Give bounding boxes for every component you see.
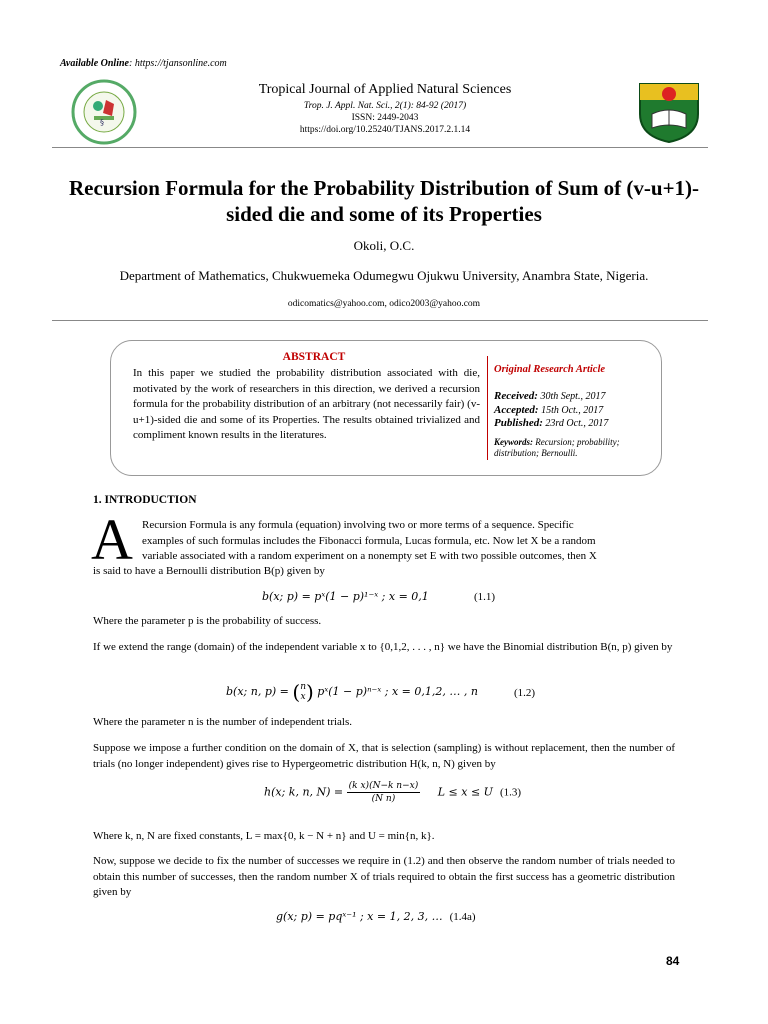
abstract-text: In this paper we studied the probability distribution associated with die, motivated by the work of researchers in this direction, we derived a recursion formula for the probability distribution of an arbitrary (not necessarily fair) (v-u+1)-sided die and some of its Properties. The results obtained trivialized and compliment known results in the literatures.	[133, 367, 480, 441]
keywords-text: Recursion; probability; distribution; Bernoulli.	[494, 437, 620, 458]
equation-1-4a	[276, 910, 476, 923]
equation-1-1	[262, 590, 429, 603]
equation-1-3-left: h(x; k, n, N) =	[264, 785, 344, 799]
section-heading: 1. INTRODUCTION	[93, 494, 197, 506]
equation-1-2: b(x; n, p) = (n x) pˣ(1 − p)ⁿ⁻ˣ ; x = 0,1,2, … , n	[226, 680, 478, 704]
article-type: Original Research Article	[494, 364, 606, 375]
equation-1-3-number: (1.3)	[499, 786, 522, 799]
equation-1-1-number: (1.1)	[474, 591, 496, 603]
university-crest-logo	[632, 80, 706, 144]
keywords	[494, 437, 654, 459]
intro-line-1: Recursion Formula is any formula (equation) involving two or more terms of a sequence. Specific	[142, 519, 574, 531]
author: Okoli, O.C.	[353, 238, 415, 253]
doi-link[interactable]: https://doi.org/10.25240/TJANS.2017.2.1.14	[299, 125, 471, 135]
svg-text:§: §	[100, 118, 104, 127]
journal-seal-logo	[60, 78, 148, 146]
header-divider	[52, 147, 708, 148]
equation-1-3-right: L ≤ x ≤ U	[437, 785, 493, 799]
intro-line-2: examples of such formulas includes the Fibonacci formula, Lucas formula, etc. Now let X be a random	[142, 534, 596, 547]
page-number: 84	[666, 954, 680, 968]
published-label: Published:	[494, 417, 543, 429]
accepted-date: 15th Oct., 2017	[541, 404, 604, 416]
intro-paragraph-lines	[142, 518, 675, 565]
citation: Trop. J. Appl. Nat. Sci., 2(1): 84-92 (2017)	[303, 101, 467, 111]
equation-1-1-body: b(x; p) = pˣ(1 − p)¹⁻ˣ ; x = 0,1	[262, 590, 429, 603]
equation-1-2-left: b(x; n, p) =	[226, 685, 289, 698]
intro-line-3: variable associated with a random experiment on a nonempty set E with two possible outcomes, then X	[142, 550, 597, 562]
paper-title: Recursion Formula for the Probability Distribution of Sum of (v-u+1)-sided die and some of its Properties	[68, 176, 700, 226]
received-label: Received:	[494, 390, 538, 402]
drop-cap: A	[91, 507, 133, 572]
article-dates	[494, 390, 608, 431]
hypergeometric-fraction: $\frac{\text{(k x)(N−k n−x)}}{\text{(N n)}}$	[348, 781, 419, 804]
published-date: 23rd Oct., 2017	[545, 418, 609, 429]
equation-1-2-number: (1.2)	[514, 687, 536, 699]
paragraph-4: Where the parameter n is the number of independent trials.	[93, 716, 353, 728]
available-online	[60, 58, 227, 69]
received-date: 30th Sept., 2017	[540, 391, 606, 402]
intro-paragraph-tail: is said to have a Bernoulli distribution B(p) given by	[93, 565, 325, 577]
title-divider	[52, 320, 708, 321]
paragraph-5: Suppose we impose a further condition on the domain of X, that is selection (sampling) is without replacement, then the number of trials (no longer independent) gives rise to Hypergeometric distribution H(k, n, N) given by	[93, 742, 675, 770]
issn: ISSN: 2449-2043	[351, 113, 419, 123]
paragraph-7: Now, suppose we decide to fix the number of successes we require in (1.2) and then observe the random number of trials needed to obtain this number of successes, then the random number X of trials required to obtain the first success has a geometric distribution given by	[93, 855, 675, 898]
equation-1-3	[264, 780, 521, 805]
paragraph-3: If we extend the range (domain) of the independent variable x to {0,1,2, . . . , n} we have the Binomial distribution B(n, p) given by	[93, 641, 673, 653]
paragraph-6: Where k, n, N are fixed constants, L = max{0, k − N + n} and U = min{n, k}.	[93, 830, 435, 842]
journal-info	[180, 82, 590, 136]
paragraph-2: Where the parameter p is the probability of success.	[93, 615, 322, 627]
available-url[interactable]: : https://tjansonline.com	[128, 58, 227, 69]
equation-1-4a-body: g(x; p) = pqˣ⁻¹ ; x = 1, 2, 3, …	[276, 910, 443, 923]
author-emails[interactable]: odicomatics@yahoo.com, odico2003@yahoo.com	[287, 299, 481, 309]
abstract-heading: ABSTRACT	[282, 351, 346, 363]
equation-1-4a-number: (1.4a)	[449, 911, 476, 923]
accepted-label: Accepted:	[494, 403, 539, 416]
available-label: Available Online	[60, 58, 129, 69]
binomial-n-x: n x	[300, 682, 306, 702]
journal-name: Tropical Journal of Applied Natural Sciences	[258, 82, 512, 97]
affiliation: Department of Mathematics, Chukwuemeka Odumegwu Ojukwu University, Anambra State, Nigeria.	[119, 268, 649, 283]
equation-1-2-right: pˣ(1 − p)ⁿ⁻ˣ ; x = 0,1,2, … , n	[317, 685, 478, 698]
keywords-label: Keywords:	[494, 437, 533, 447]
abstract-divider	[487, 356, 488, 460]
